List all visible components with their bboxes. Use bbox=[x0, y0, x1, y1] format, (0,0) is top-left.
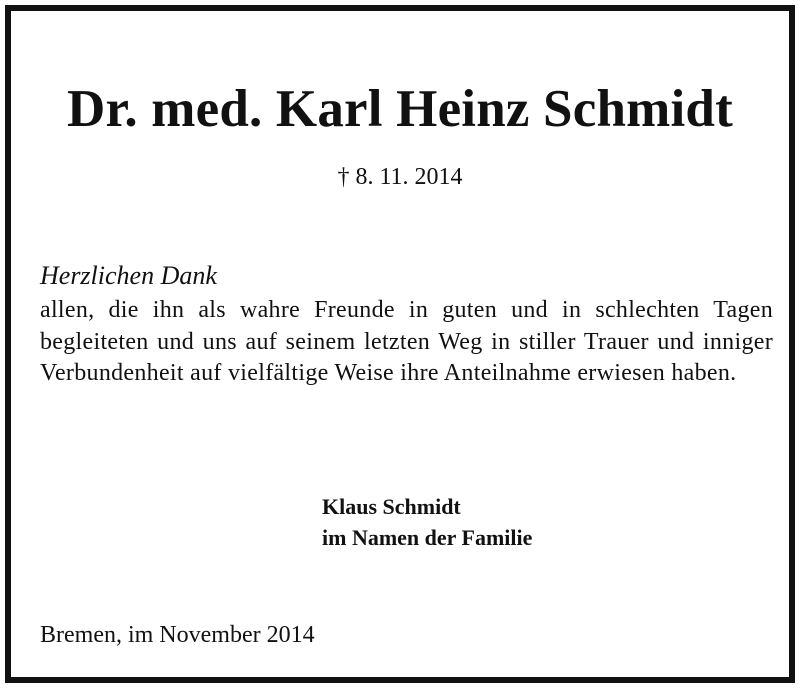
signature-block bbox=[322, 491, 532, 553]
signature-name: Klaus Schmidt bbox=[322, 494, 461, 519]
thanks-body: allen, die ihn als wahre Freunde in guten und in schlechten Tagen begleiteten und uns auf seinem letzten Weg in stiller Trauer und inniger Verbundenheit auf vielfältige Weise ihre Anteilnahme erwiesen haben. bbox=[40, 297, 773, 386]
signature-on-behalf: im Namen der Familie bbox=[322, 525, 533, 550]
place-date: Bremen, im November 2014 bbox=[40, 622, 315, 648]
deceased-name: Dr. med. Karl Heinz Schmidt bbox=[67, 80, 733, 138]
thanks-heading: Herzlichen Dank bbox=[40, 261, 217, 290]
death-date: † 8. 11. 2014 bbox=[337, 164, 463, 190]
notice-frame bbox=[5, 5, 795, 683]
